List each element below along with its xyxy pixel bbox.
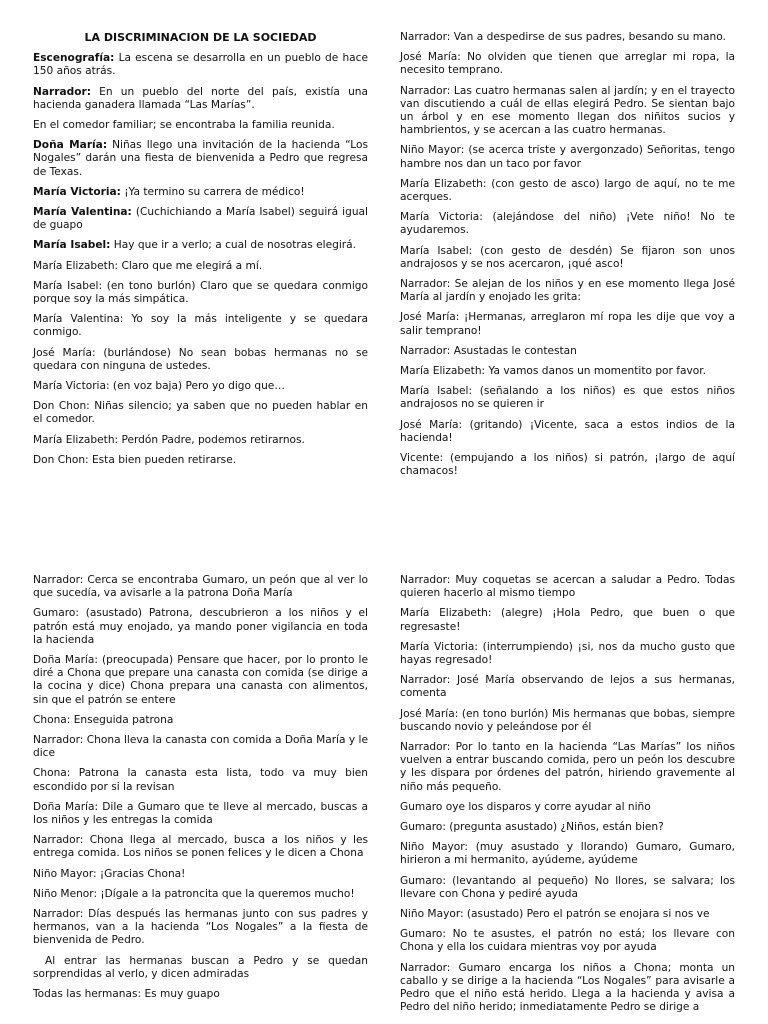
paragraph-text: María Elizabeth: Claro que me elegirá a mí. [33, 259, 263, 272]
paragraph [33, 260, 368, 273]
column-top-left [33, 31, 368, 474]
paragraph: Gumaro oye los disparos y corre ayudar al niño [400, 800, 651, 813]
paragraph: Narrador: Días después las hermanas junto con sus padres y hermanos, van a la hacienda “Los Nogales” a la fiesta de bienvenida de Pedro. [33, 908, 368, 947]
paragraph: Gumaro: (pregunta asustado) ¿Niños, están bien? [400, 821, 664, 834]
paragraph: Todas las hermanas: Es muy guapo [33, 988, 220, 1001]
paragraph-text: En el comedor familiar; se encontraba la familia reunida. [33, 119, 335, 132]
paragraph-text: ¡Ya termino su carrera de médico! [120, 185, 305, 198]
paragraph-text: En un pueblo del norte del país, existía una hacienda ganadera llamada “Las Marías”. [33, 85, 368, 111]
paragraph-text: María Elizabeth: Perdón Padre, podemos retirarnos. [33, 433, 305, 446]
paragraph: Niño Mayor: (muy asustado y llorando) Gumaro, Gumaro, hirieron a mi hermanito, ayúdeme, ayúdeme [400, 841, 735, 867]
column-bottom-left [33, 574, 368, 1008]
paragraph-text: Don Chon: Esta bien pueden retirarse. [33, 453, 237, 466]
paragraph: María Elizabeth: (alegre) ¡Hola Pedro, que buen o que regresaste! [400, 607, 735, 633]
paragraph-text: Niñas llego una invitación de la hacienda “Los Nogales” darán una fiesta de bienvenida a Pedro que regresa de Texas. [33, 139, 368, 178]
paragraph [33, 206, 368, 232]
paragraph: Narrador: Las cuatro hermanas salen al jardín; y en el trayecto van discutiendo a cuál de ellas elegirá Pedro. Se sientan bajo un árbol y en ese momento llegan dos niñitos sucios y hambrientos, y se acercan a las cuatro hermanas. [400, 84, 735, 137]
paragraph [33, 347, 368, 373]
paragraph [33, 313, 368, 339]
paragraph: Narrador: Chona lleva la canasta con comida a Doña María y le dice [33, 734, 368, 760]
paragraph: Narrador: Chona llega al mercado, busca a los niños y les entrega comida. Los niños se ponen felices y le dicen a Chona [33, 834, 368, 860]
paragraph [33, 380, 368, 393]
paragraph: José María: (gritando) ¡Vicente, saca a estos indios de la hacienda! [400, 418, 735, 444]
paragraph [33, 119, 368, 132]
paragraph: José María: ¡Hermanas, arreglaron mí ropa les dije que voy a salir temprano! [400, 311, 735, 337]
speaker-label: María Valentina: [33, 206, 132, 219]
paragraph [33, 280, 368, 306]
paragraph [33, 186, 368, 199]
document-title: LA DISCRIMINACION DE LA SOCIEDAD [84, 31, 317, 44]
column-bottom-right [400, 574, 735, 1021]
paragraph: Chona: Enseguida patrona [33, 713, 174, 726]
paragraph-text: María Victoria: (en voz baja) Pero yo digo que… [33, 380, 285, 393]
paragraph: Narrador: Gumaro encarga los niños a Chona; monta un caballo y se dirige a la hacienda “Los Nogales” para avisarle a Pedro que el niño está herido. Llega a la hacienda y avisa a Pedro del niño herido; inmediatamente Pedro se dirige a [400, 961, 735, 1014]
column-top-right [400, 31, 735, 485]
paragraph [33, 400, 368, 426]
paragraph: Narrador: José María observando de lejos a sus hermanas, comenta [400, 674, 735, 700]
paragraph [33, 434, 368, 447]
paragraph: Vicente: (empujando a los niños) si patrón, ¡largo de aquí chamacos! [400, 452, 735, 478]
paragraph: Chona: Patrona la canasta esta lista, todo va muy bien escondido por si la revisan [33, 767, 368, 793]
paragraph [33, 454, 368, 467]
paragraph: Narrador: Por lo tanto en la hacienda “Las Marías” los niños vuelven a entrar buscando comida, pero un peón los descubre y les dispara por órdenes del patrón, hiriendo gravemente al niño más pequeño. [400, 741, 735, 793]
paragraph-text: (Cuchichiando a María Isabel) seguirá igual de guapo [33, 206, 368, 232]
paragraph-text: La escena se desarrolla en un pueblo de hace 150 años atrás. [33, 52, 368, 78]
paragraph: María Isabel: (señalando a los niños) es que estos niños andrajosos no se quieren ir [400, 385, 735, 411]
speaker-label: María Victoria: [33, 185, 121, 198]
speaker-label: María Isabel: [33, 239, 111, 252]
paragraph: María Isabel: (con gesto de desdén) Se fijaron son unos andrajosos y se nos acercaron, ¡qué asco! [400, 244, 735, 270]
paragraph: María Elizabeth: (con gesto de asco) largo de aquí, no te me acerques. [400, 177, 735, 204]
paragraph [33, 86, 368, 112]
speaker-label: Narrador: [33, 85, 91, 98]
paragraph: María Victoria: (alejándose del niño) ¡Vete niño! No te ayudaremos. [400, 211, 735, 237]
paragraph: Niño Mayor: (se acerca triste y avergonzado) Señoritas, tengo hambre nos dan un taco por favor [400, 144, 735, 170]
paragraph [33, 52, 368, 78]
paragraph: Gumaro: (levantando al pequeño) No llores, se salvara; los llevare con Chona y pediré ayuda [400, 874, 735, 900]
speaker-label: Escenografía: [33, 52, 115, 65]
paragraph: Niño Menor: ¡Dígale a la patroncita que la queremos mucho! [33, 887, 355, 900]
paragraph-text: María Valentina: Yo soy la más inteligente y se quedara conmigo. [33, 313, 368, 339]
paragraph [33, 239, 368, 252]
paragraph: Gumaro: No te asustes, el patrón no está; los llevare con Chona y ella los cuidara mientras voy por ayuda [400, 928, 735, 954]
paragraph: Narrador: Muy coquetas se acercan a saludar a Pedro. Todas quieren hacerlo al mismo tiempo [400, 574, 735, 600]
paragraph: Narrador: Van a despedirse de sus padres, besando su mano. [400, 31, 726, 43]
paragraph: Niño Mayor: ¡Gracias Chona! [33, 867, 186, 880]
paragraph: Doña María: (preocupada) Pensare que hacer, por lo pronto le diré a Chona que prepare una canasta con comida (se dirige a la cocina y dice) Chona prepara una canasta con alimentos, sin que el patrón se entere [33, 654, 368, 706]
speaker-label: Doña María: [33, 139, 108, 152]
paragraph: Narrador: Asustadas le contestan [400, 344, 577, 357]
paragraph: María Victoria: (interrumpiendo) ¡si, nos da mucho gusto que hayas regresado! [400, 640, 735, 667]
paragraph-text: José María: (burlándose) No sean bobas hermanas no se quedara con ninguna de ustedes. [33, 346, 368, 372]
paragraph-text: Hay que ir a verlo; a cual de nosotras elegirá. [110, 239, 356, 252]
paragraph: Doña María: Dile a Gumaro que te lleve al mercado, buscas a los niños y les entregas la comida [33, 800, 368, 827]
paragraph: Al entrar las hermanas buscan a Pedro y se quedan sorprendidas al verlo, y dicen admiradas [33, 954, 368, 980]
paragraph: Niño Mayor: (asustado) Pero el patrón se enojara si nos ve [400, 908, 710, 921]
paragraph-text: María Isabel: (en tono burlón) Claro que se quedara conmigo porque soy la más simpática. [33, 279, 368, 306]
paragraph [33, 139, 368, 179]
paragraph: José María: (en tono burlón) Mis hermanas que bobas, siempre buscando novio y peleándose por él [400, 707, 735, 733]
paragraph: Narrador: Cerca se encontraba Gumaro, un peón que al ver lo que sucedía, va avisarle a la patrona Doña María [33, 574, 368, 600]
paragraph: María Elizabeth: Ya vamos danos un momentito por favor. [400, 365, 706, 378]
paragraph: Gumaro: (asustado) Patrona, descubrieron a los niños y el patrón está muy enojado, ya mando poner vigilancia en toda la hacienda [33, 607, 368, 646]
paragraph: Narrador: Se alejan de los niños y en ese momento llega José María al jardín y enojado les grita: [400, 278, 735, 304]
paragraph: José María: No olviden que tienen que arreglar mi ropa, la necesito temprano. [400, 51, 735, 77]
paragraph-text: Don Chon: Niñas silencio; ya saben que no pueden hablar en el comedor. [33, 400, 368, 426]
